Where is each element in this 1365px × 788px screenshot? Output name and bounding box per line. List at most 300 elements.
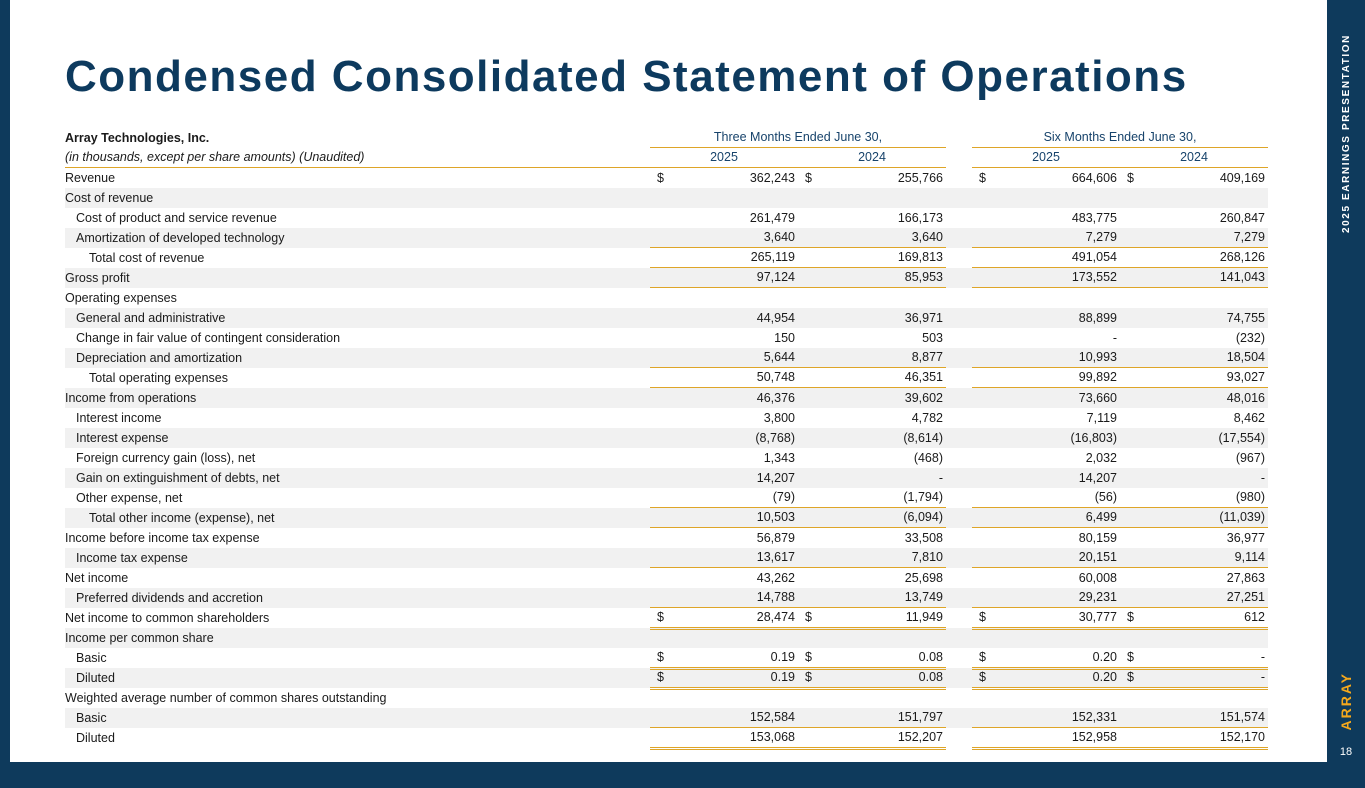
column-gap: [946, 388, 972, 408]
cell-value: -: [1260, 470, 1265, 485]
cell-value: 14,788: [756, 590, 795, 605]
column-gap: [946, 268, 972, 288]
table-row: [65, 568, 1268, 588]
value-cell: [972, 728, 1120, 748]
cell-value: 141,043: [1219, 270, 1265, 285]
value-cell: [972, 368, 1120, 388]
cell-value: 14,207: [756, 470, 795, 485]
cell-value: (8,614): [903, 430, 943, 445]
column-gap: [946, 188, 972, 208]
row-label: Diluted: [76, 730, 115, 745]
value-cell: [972, 508, 1120, 528]
row-label: Foreign currency gain (loss), net: [76, 450, 256, 465]
value-cell: [650, 228, 798, 248]
cell-value: 169,813: [897, 250, 943, 265]
col-year-2025-ytd: 2025: [972, 148, 1120, 168]
cell-value: 7,279: [1085, 230, 1117, 245]
row-label: Income per common share: [65, 630, 214, 645]
column-gap: [946, 728, 972, 748]
column-gap: [946, 288, 972, 308]
dollar-sign: $: [1127, 650, 1134, 665]
value-cell: [1120, 168, 1268, 188]
presentation-label: 2025 EARNINGS PRESENTATION: [1340, 34, 1352, 234]
dollar-sign: $: [1127, 610, 1134, 625]
value-cell: [972, 168, 1120, 188]
value-cell: [650, 668, 798, 688]
cell-value: 36,971: [904, 310, 943, 325]
cell-value: 152,584: [749, 710, 795, 725]
cell-value: (11,039): [1219, 510, 1265, 525]
dollar-sign: $: [1127, 170, 1134, 185]
value-cell: [798, 448, 946, 468]
value-cell: [1120, 208, 1268, 228]
column-gap: [946, 488, 972, 508]
column-gap: [946, 368, 972, 388]
dollar-sign: $: [657, 670, 664, 685]
value-cell: [1120, 708, 1268, 728]
value-cell: [798, 628, 946, 648]
cell-value: 25,698: [904, 570, 943, 585]
cell-value: 10,993: [1078, 350, 1117, 365]
value-cell: [1120, 728, 1268, 748]
value-cell: [1120, 608, 1268, 628]
cell-value: 491,054: [1071, 250, 1117, 265]
column-gap: [946, 308, 972, 328]
col-group-six-months: Six Months Ended June 30,: [972, 128, 1268, 148]
table-row: [65, 348, 1268, 368]
value-cell: [798, 328, 946, 348]
column-gap: [946, 608, 972, 628]
value-cell: [650, 508, 798, 528]
cell-value: 0.19: [770, 670, 795, 685]
cell-value: 10,503: [756, 510, 795, 525]
value-cell: [972, 448, 1120, 468]
cell-value: -: [938, 470, 943, 485]
value-cell: [650, 548, 798, 568]
cell-value: 36,977: [1226, 530, 1265, 545]
value-cell: [650, 588, 798, 608]
dollar-sign: $: [805, 650, 812, 665]
value-cell: [1120, 528, 1268, 548]
cell-value: 3,800: [763, 410, 795, 425]
value-cell: [972, 328, 1120, 348]
cell-value: 44,954: [756, 310, 795, 325]
value-cell: [972, 668, 1120, 688]
cell-value: 166,173: [897, 210, 943, 225]
row-label: Diluted: [76, 670, 115, 685]
value-cell: [650, 708, 798, 728]
value-cell: [972, 628, 1120, 648]
cell-value: 2,032: [1085, 450, 1117, 465]
value-cell: [650, 188, 798, 208]
cell-value: (980): [1235, 490, 1265, 505]
dollar-sign: $: [1127, 670, 1134, 685]
value-cell: [650, 728, 798, 748]
value-cell: [1120, 648, 1268, 668]
cell-value: 13,617: [756, 550, 795, 565]
row-label: Revenue: [65, 170, 116, 185]
value-cell: [972, 548, 1120, 568]
row-label: Interest expense: [76, 430, 169, 445]
value-cell: [798, 208, 946, 228]
table-header-group-row: [65, 128, 1268, 148]
table-row: [65, 668, 1268, 688]
table-row: [65, 208, 1268, 228]
cell-value: 362,243: [749, 170, 795, 185]
table-row: [65, 508, 1268, 528]
column-gap: [946, 208, 972, 228]
cell-value: (79): [772, 490, 795, 505]
row-label: Net income: [65, 570, 129, 585]
value-cell: [972, 688, 1120, 708]
value-cell: [798, 708, 946, 728]
col-group-three-months: Three Months Ended June 30,: [650, 128, 946, 148]
value-cell: [972, 208, 1120, 228]
value-cell: [1120, 668, 1268, 688]
cell-value: 0.08: [918, 670, 943, 685]
cell-value: 93,027: [1226, 370, 1265, 385]
value-cell: [798, 608, 946, 628]
row-label: Gross profit: [65, 270, 130, 285]
col-year-2024-ytd: 2024: [1120, 148, 1268, 168]
table-row: [65, 428, 1268, 448]
cell-value: 60,008: [1078, 570, 1117, 585]
table-row: [65, 408, 1268, 428]
value-cell: [1120, 188, 1268, 208]
cell-value: 73,660: [1078, 390, 1117, 405]
value-cell: [798, 388, 946, 408]
value-cell: [972, 248, 1120, 268]
table-row: [65, 728, 1268, 748]
value-cell: [972, 608, 1120, 628]
value-cell: [1120, 628, 1268, 648]
cell-value: 50,748: [756, 370, 795, 385]
cell-value: 20,151: [1078, 550, 1117, 565]
cell-value: -: [1112, 330, 1117, 345]
cell-value: 152,331: [1071, 710, 1117, 725]
value-cell: [1120, 348, 1268, 368]
column-gap: [946, 148, 972, 168]
cell-value: 6,499: [1085, 510, 1117, 525]
cell-value: 7,810: [911, 550, 943, 565]
table-subtitle: (in thousands, except per share amounts) (Unaudited): [65, 148, 650, 168]
row-label: Depreciation and amortization: [76, 350, 243, 365]
value-cell: [798, 428, 946, 448]
cell-value: 664,606: [1071, 170, 1117, 185]
cell-value: 9,114: [1234, 550, 1265, 565]
value-cell: [972, 528, 1120, 548]
value-cell: [798, 548, 946, 568]
sidebar-bottom-group: [1338, 672, 1354, 759]
cell-value: (967): [1235, 450, 1265, 465]
cell-value: (1,794): [903, 490, 943, 505]
cell-value: 150: [774, 330, 795, 345]
cell-value: 88,899: [1078, 310, 1117, 325]
value-cell: [798, 188, 946, 208]
column-gap: [946, 408, 972, 428]
column-gap: [946, 328, 972, 348]
table-row: [65, 248, 1268, 268]
cell-value: -: [1260, 670, 1265, 685]
cell-value: 0.20: [1092, 650, 1117, 665]
table-row: [65, 328, 1268, 348]
table-row: [65, 288, 1268, 308]
table-row: [65, 228, 1268, 248]
value-cell: [798, 648, 946, 668]
table-row: [65, 548, 1268, 568]
value-cell: [1120, 328, 1268, 348]
value-cell: [650, 288, 798, 308]
column-gap: [946, 548, 972, 568]
row-label: Change in fair value of contingent consideration: [76, 330, 341, 345]
cell-value: (6,094): [903, 510, 943, 525]
value-cell: [972, 488, 1120, 508]
value-cell: [650, 468, 798, 488]
cell-value: 4,782: [911, 410, 943, 425]
cell-value: 97,124: [756, 270, 795, 285]
value-cell: [972, 468, 1120, 488]
row-label: Other expense, net: [76, 490, 183, 505]
dollar-sign: $: [805, 170, 812, 185]
cell-value: 46,351: [904, 370, 943, 385]
value-cell: [1120, 688, 1268, 708]
value-cell: [1120, 548, 1268, 568]
column-gap: [946, 688, 972, 708]
table-row: [65, 188, 1268, 208]
value-cell: [798, 688, 946, 708]
cell-value: 503: [922, 330, 943, 345]
cell-value: 5,644: [763, 350, 795, 365]
table-row: [65, 388, 1268, 408]
page-number: 18: [1339, 746, 1353, 758]
value-cell: [972, 588, 1120, 608]
value-cell: [798, 568, 946, 588]
col-year-2024-q: 2024: [798, 148, 946, 168]
value-cell: [798, 368, 946, 388]
row-label: Total operating expenses: [89, 370, 228, 385]
cell-value: 0.19: [770, 650, 795, 665]
value-cell: [798, 248, 946, 268]
row-label: Net income to common shareholders: [65, 610, 270, 625]
table-row: [65, 628, 1268, 648]
row-label: Weighted average number of common shares outstanding: [65, 690, 387, 705]
value-cell: [798, 668, 946, 688]
row-label: Gain on extinguishment of debts, net: [76, 470, 280, 485]
dollar-sign: $: [657, 170, 664, 185]
value-cell: [798, 268, 946, 288]
table-row: [65, 448, 1268, 468]
row-label: Income tax expense: [76, 550, 188, 565]
cell-value: 99,892: [1078, 370, 1117, 385]
array-logo: ARRAY: [1338, 671, 1354, 730]
value-cell: [798, 228, 946, 248]
value-cell: [798, 408, 946, 428]
cell-value: 409,169: [1219, 170, 1265, 185]
cell-value: 13,749: [904, 590, 943, 605]
value-cell: [1120, 388, 1268, 408]
right-sidebar: [1327, 0, 1365, 788]
company-name: Array Technologies, Inc.: [65, 130, 210, 145]
dollar-sign: $: [979, 670, 986, 685]
value-cell: [1120, 248, 1268, 268]
cell-value: 483,775: [1071, 210, 1117, 225]
bottom-bar: [0, 762, 1365, 788]
column-gap: [946, 628, 972, 648]
row-label: Total other income (expense), net: [89, 510, 275, 525]
cell-value: 46,376: [756, 390, 795, 405]
dollar-sign: $: [805, 610, 812, 625]
row-label: Basic: [76, 710, 107, 725]
value-cell: [798, 308, 946, 328]
cell-value: 0.20: [1092, 670, 1117, 685]
value-cell: [1120, 508, 1268, 528]
value-cell: [650, 448, 798, 468]
cell-value: 85,953: [904, 270, 943, 285]
col-year-2025-q: 2025: [650, 148, 798, 168]
cell-value: 11,949: [905, 610, 943, 625]
row-label: Income before income tax expense: [65, 530, 260, 545]
value-cell: [1120, 448, 1268, 468]
dollar-sign: $: [657, 650, 664, 665]
value-cell: [650, 168, 798, 188]
cell-value: 1,343: [763, 450, 795, 465]
cell-value: 28,474: [756, 610, 795, 625]
dollar-sign: $: [805, 670, 812, 685]
value-cell: [1120, 568, 1268, 588]
value-cell: [798, 168, 946, 188]
cell-value: 18,504: [1226, 350, 1265, 365]
cell-value: 152,958: [1071, 730, 1117, 745]
value-cell: [972, 568, 1120, 588]
column-gap: [946, 168, 972, 188]
cell-value: 0.08: [918, 650, 943, 665]
cell-value: 612: [1244, 610, 1265, 625]
value-cell: [972, 308, 1120, 328]
table-row: [65, 588, 1268, 608]
table-header-year-row: [65, 148, 1268, 168]
value-cell: [1120, 428, 1268, 448]
value-cell: [798, 488, 946, 508]
row-label: Cost of revenue: [65, 190, 154, 205]
cell-value: 30,777: [1078, 610, 1117, 625]
value-cell: [798, 588, 946, 608]
cell-value: 3,640: [911, 230, 943, 245]
cell-value: (56): [1094, 490, 1117, 505]
row-label: Preferred dividends and accretion: [76, 590, 263, 605]
cell-value: (17,554): [1218, 430, 1265, 445]
value-cell: [650, 528, 798, 548]
value-cell: [972, 408, 1120, 428]
cell-value: 261,479: [749, 210, 795, 225]
value-cell: [1120, 228, 1268, 248]
value-cell: [650, 368, 798, 388]
cell-value: 260,847: [1219, 210, 1265, 225]
row-label: Interest income: [76, 410, 162, 425]
cell-value: 27,251: [1226, 590, 1265, 605]
value-cell: [650, 388, 798, 408]
column-gap: [946, 668, 972, 688]
dollar-sign: $: [979, 170, 986, 185]
cell-value: 268,126: [1219, 250, 1265, 265]
value-cell: [1120, 468, 1268, 488]
value-cell: [1120, 368, 1268, 388]
column-gap: [946, 508, 972, 528]
table-row: [65, 468, 1268, 488]
cell-value: -: [1260, 650, 1265, 665]
row-label: Amortization of developed technology: [76, 230, 285, 245]
cell-value: 8,877: [911, 350, 943, 365]
value-cell: [972, 648, 1120, 668]
cell-value: (8,768): [755, 430, 795, 445]
value-cell: [1120, 408, 1268, 428]
column-gap: [946, 228, 972, 248]
value-cell: [972, 228, 1120, 248]
table-row: [65, 268, 1268, 288]
table-row: [65, 608, 1268, 628]
cell-value: 33,508: [904, 530, 943, 545]
value-cell: [972, 428, 1120, 448]
column-gap: [946, 428, 972, 448]
table-row: [65, 368, 1268, 388]
value-cell: [650, 208, 798, 228]
dollar-sign: $: [979, 610, 986, 625]
value-cell: [650, 688, 798, 708]
value-cell: [1120, 308, 1268, 328]
cell-value: 7,119: [1086, 410, 1117, 425]
value-cell: [972, 188, 1120, 208]
value-cell: [972, 268, 1120, 288]
value-cell: [972, 288, 1120, 308]
cell-value: 48,016: [1226, 390, 1265, 405]
dollar-sign: $: [657, 610, 664, 625]
column-gap: [946, 568, 972, 588]
row-label: Basic: [76, 650, 107, 665]
column-gap: [946, 128, 972, 148]
cell-value: 152,207: [897, 730, 943, 745]
value-cell: [650, 428, 798, 448]
table-row: [65, 528, 1268, 548]
value-cell: [650, 268, 798, 288]
row-label: Total cost of revenue: [89, 250, 205, 265]
value-cell: [1120, 268, 1268, 288]
value-cell: [650, 628, 798, 648]
column-gap: [946, 448, 972, 468]
value-cell: [798, 468, 946, 488]
page-title: Condensed Consolidated Statement of Operations: [65, 52, 1188, 101]
value-cell: [650, 648, 798, 668]
cell-value: 173,552: [1071, 270, 1117, 285]
row-label: Cost of product and service revenue: [76, 210, 277, 225]
cell-value: 27,863: [1226, 570, 1265, 585]
cell-value: 43,262: [756, 570, 795, 585]
value-cell: [650, 608, 798, 628]
table-row: [65, 648, 1268, 668]
cell-value: 74,755: [1226, 310, 1265, 325]
row-label: Income from operations: [65, 390, 197, 405]
cell-value: 56,879: [756, 530, 795, 545]
column-gap: [946, 528, 972, 548]
cell-value: 8,462: [1233, 410, 1265, 425]
value-cell: [650, 348, 798, 368]
cell-value: 7,279: [1233, 230, 1265, 245]
table-body: [65, 168, 1268, 748]
value-cell: [972, 708, 1120, 728]
row-label: Operating expenses: [65, 290, 177, 305]
cell-value: 151,797: [897, 710, 943, 725]
financial-table: [65, 128, 1268, 748]
column-gap: [946, 588, 972, 608]
cell-value: (16,803): [1070, 430, 1117, 445]
